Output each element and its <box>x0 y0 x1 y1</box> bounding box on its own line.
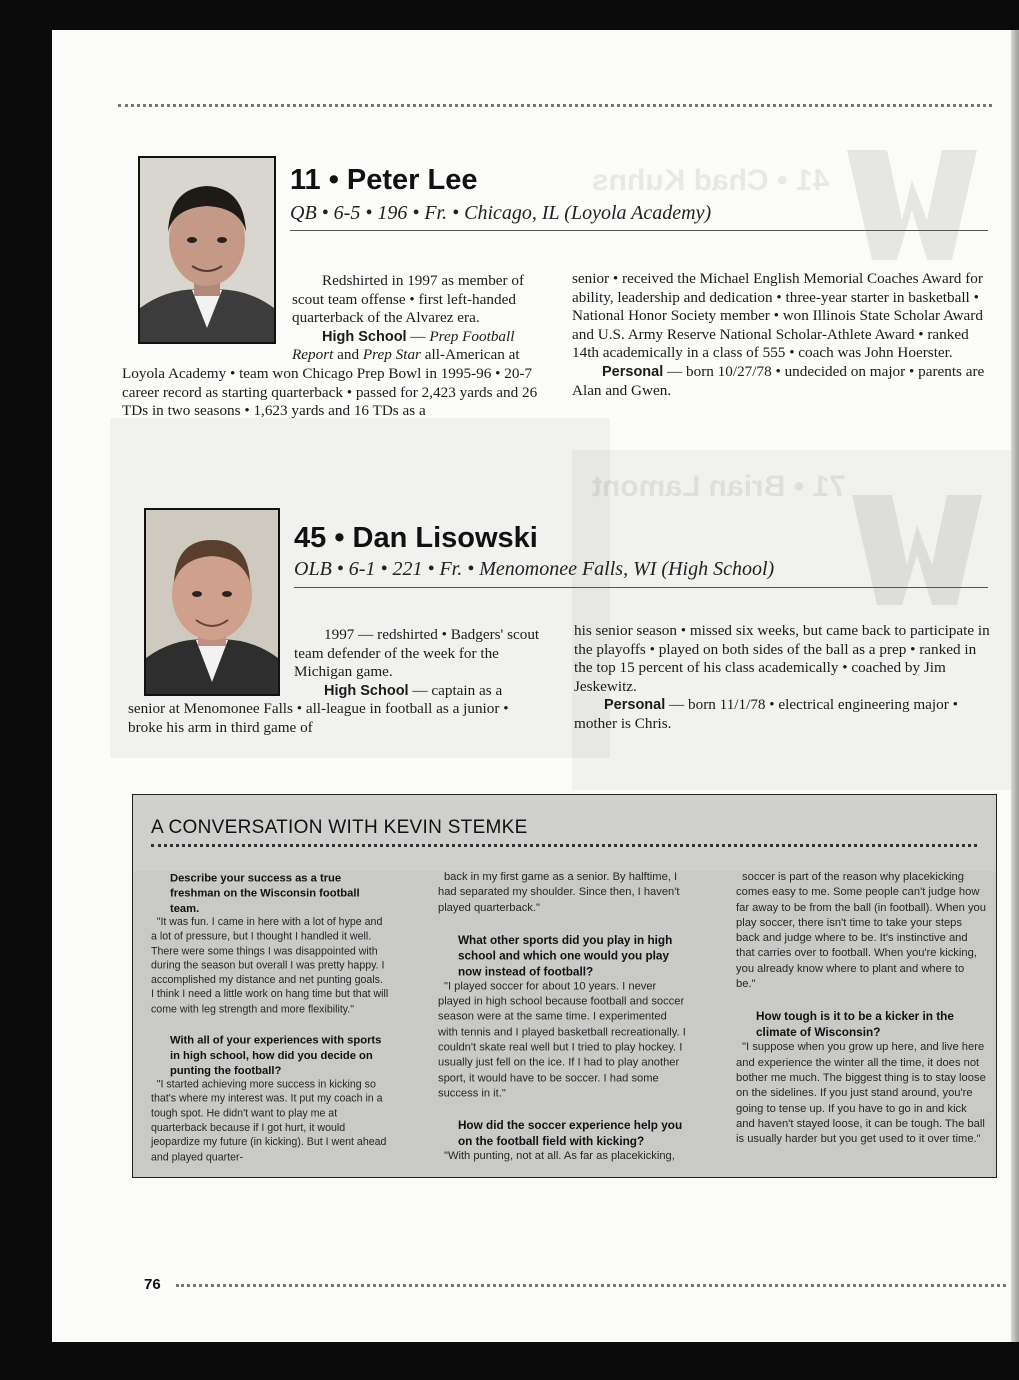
top-dotted-rule <box>118 104 992 107</box>
conversation-column-3 <box>736 870 986 1147</box>
conversation-column-1 <box>151 870 388 1165</box>
bio-separator: — <box>408 681 432 699</box>
bio-italic: Prep Football Report <box>292 327 515 364</box>
player-bio-right <box>574 622 992 734</box>
bio-paragraph <box>128 682 542 738</box>
interview-answer: "It was fun. I came in here with a lot of hype and a lot of pressure, but I thought I handled it well. There were some things I was disappointed with during the season but overall I was pretty happy. I accomplished my distance and net punting goals. I think I need a little work on hang time but that will come with leg strength and more flexibility." <box>151 916 389 1015</box>
player-info-line: QB • 6-5 • 196 • Fr. • Chicago, IL (Loyola Academy) <box>290 202 712 224</box>
interview-answer: "With punting, not at all. As far as placekicking, <box>443 1150 675 1163</box>
bleed-through-text: 71 • Brian Lamont <box>592 470 846 503</box>
photo-wrap-spacer <box>122 272 292 358</box>
interview-question: What other sports did you play in high school and which one would you play now instead of football? <box>457 932 673 979</box>
w-logo-icon <box>847 485 987 615</box>
bio-separator: — <box>406 327 430 345</box>
interview-answer: "I played soccer for about 10 years. I never played in high school because football and soccer season were at the same time. I experimented with tennis and I played basketball recreationally. I couldn't skate real well but I tried to play hockey. I usually just fell on the ice. If I had to play another sport, it would have to be soccer. I had some success in it." <box>438 980 686 1100</box>
interview-question: With all of your experiences with sports in high school, how did you decide on punting the football? <box>169 1033 382 1077</box>
player-name-heading: 11 • Peter Lee <box>290 164 478 196</box>
bio-label: Personal <box>604 697 666 714</box>
player-name-heading: 45 • Dan Lisowski <box>294 522 538 554</box>
bio-label: High School <box>324 682 409 699</box>
bio-text: and <box>333 346 363 364</box>
bio-text: all-American at Loyola Academy • team won Chicago Prep Bowl in 1995-96 • 20-7 career record as starting quarterback • passed for 2,423 yards and 26 TDs in two seasons • 1,623 yards and 16 TDs as a <box>122 346 538 420</box>
bio-text: born 10/27/78 • undecided on major • parents are Alan and Gwen. <box>572 362 985 399</box>
bio-paragraph <box>572 363 992 400</box>
bio-text: born 11/1/78 • electrical engineering major • mother is Chris. <box>574 696 958 732</box>
bio-separator: — <box>663 362 687 380</box>
interview-question: How tough is it to be a kicker in the climate of Wisconsin? <box>756 1009 954 1040</box>
page-number: 76 <box>144 1276 161 1293</box>
interview-question: How did the soccer experience help you on the football field with kicking? <box>457 1118 683 1149</box>
spacer <box>438 916 687 932</box>
bio-label: Personal <box>602 363 664 380</box>
bio-separator: — <box>665 696 689 714</box>
w-logo-icon <box>842 140 982 270</box>
bio-text: captain as a senior at Menomonee Falls • all-league in football as a junior • broke his arm in third game of <box>128 681 509 736</box>
player-rule <box>294 587 988 588</box>
player-bio-left <box>128 626 542 738</box>
page <box>52 30 1014 1342</box>
bleed-through-text: 41 • Chad Kuhns <box>592 164 830 197</box>
bio-paragraph <box>574 696 992 733</box>
photo-wrap-spacer <box>128 626 294 690</box>
bio-label: High School <box>322 328 407 345</box>
spacer <box>736 992 986 1008</box>
page-edge <box>1011 30 1019 1342</box>
conversation-dotted-rule <box>151 844 977 847</box>
bio-text: senior • received the Michael English Memorial Coaches Award for ability, leadership and dedication • three-year starter in basketball • National Honor Society member • won Illinois State Scholar Award and U.S. Army Reserve National Scholar-Athlete Award • ranked 14th academically in a class of 555 • coach was John Hoerster. <box>572 270 983 362</box>
interview-question: Describe your success as a true freshman on the Wisconsin football team. <box>169 870 360 915</box>
player-bio-right <box>572 270 992 400</box>
conversation-column-2 <box>438 870 687 1165</box>
bio-text: 1997 — redshirted • Badgers' scout team defender of the week for the Michigan game. <box>294 626 540 681</box>
bio-italic: Prep Star <box>362 346 421 364</box>
interview-answer: "I started achieving more success in kicking so that's where my interest was. It put my coach in a tough spot. He didn't want to play me at quarterback because if I got hurt, it would jeopardize my future (in kicking). But I went ahead and played quarter- <box>151 1078 387 1163</box>
bio-text: his senior season • missed six weeks, but came back to participate in the playoffs • played on both sides of the ball as a prep • ranked in the top 15 percent of his class academically • coached by Jim Jeskewitz. <box>574 622 990 695</box>
interview-answer: soccer is part of the reason why placekicking comes easy to me. Some people can't judge how far away to be from the ball (in football). When you play soccer, there isn't time to take your steps back and judge where to be. It's instinctive and that carries over to football. When you're kicking, you already know where to plant and where to be." <box>736 871 986 991</box>
interview-answer: "I suppose when you grow up here, and live here and experience the winter all the time, it does not bother me much. The biggest thing is to stay loose on the sidelines. If you just stand around, you're going to tense up. If you have to go in and kick and haven't stayed loose, it can be tough. The ball is usually harder but you get used to it over time." <box>736 1041 986 1146</box>
bio-paragraph <box>572 270 992 363</box>
player-bio-left <box>122 272 542 421</box>
conversation-title: A CONVERSATION WITH KEVIN STEMKE <box>151 817 528 838</box>
spacer <box>438 1102 687 1118</box>
bio-paragraph <box>574 622 992 696</box>
bio-text: Redshirted in 1997 as member of scout team offense • first left-handed quarterback of the Alvarez era. <box>292 272 525 327</box>
spacer <box>151 1017 388 1032</box>
player-info-line: OLB • 6-1 • 221 • Fr. • Menomonee Falls, WI (High School) <box>294 558 775 580</box>
player-rule <box>290 230 988 231</box>
interview-answer: back in my first game as a senior. By halftime, I had separated my shoulder. Since then, I haven't played quarterback." <box>438 870 680 914</box>
bottom-dotted-rule <box>176 1284 1006 1287</box>
conversation-box <box>132 794 997 1178</box>
